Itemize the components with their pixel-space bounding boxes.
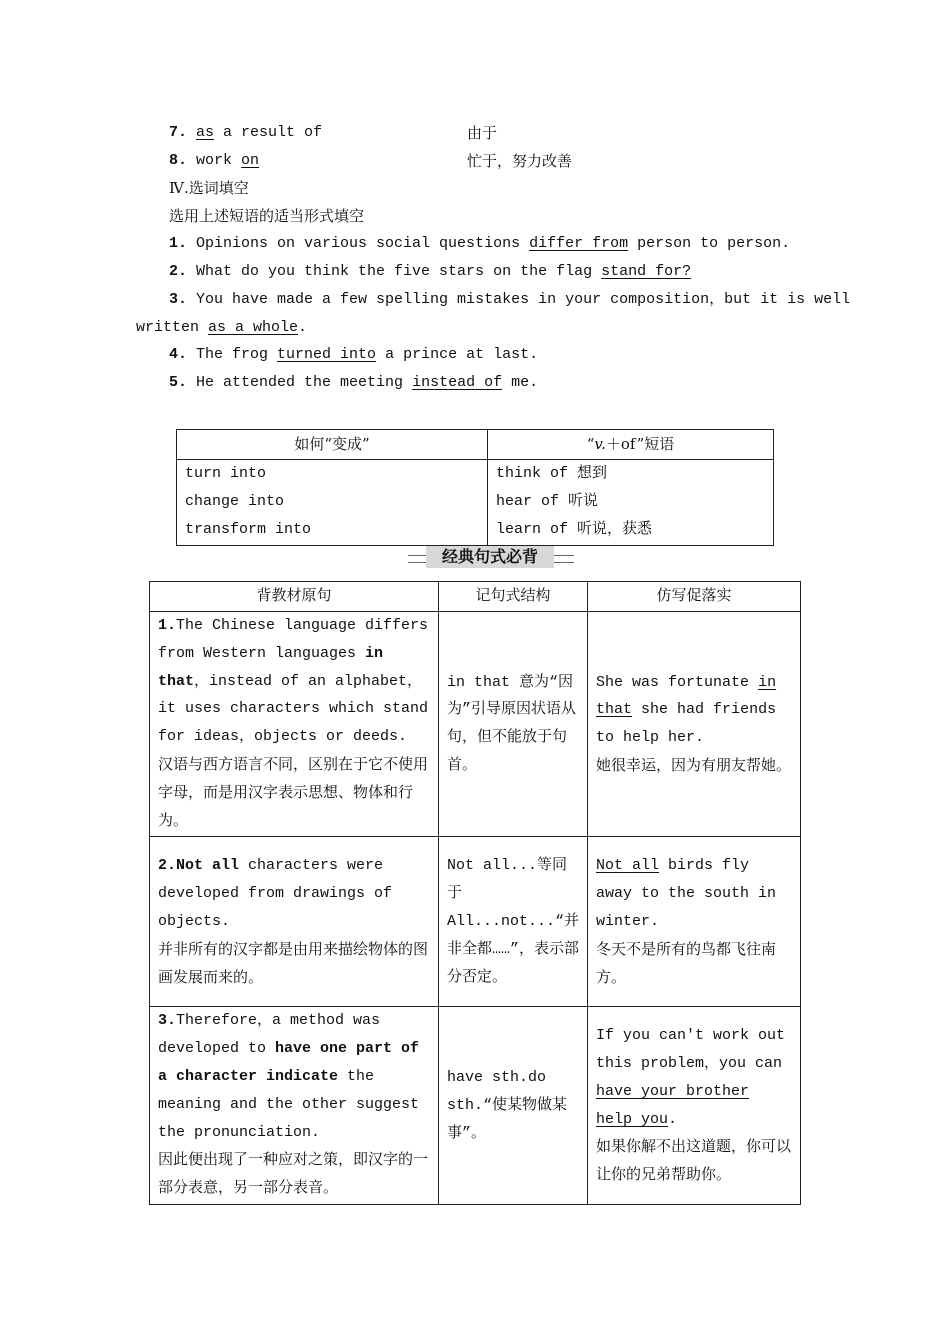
table-row xyxy=(150,1007,801,1205)
answer-blank: instead of xyxy=(412,374,503,391)
original-sentence: 1.The Chinese language differs from Western languages in that，instead of an alphabet，it uses characters which stand for ideas，objects or deeds. 汉语与西方语言不同，区别在于它不使用字母，而是用汉字表示思想、物体和行为。 xyxy=(150,612,439,837)
fill-sentence-4: 4. The frog turned into a prince at last. xyxy=(169,346,539,363)
fill-sentence-2: 2. What do you think the five stars on the flag stand for? xyxy=(169,263,692,280)
phrase-8-meaning: 忙于，努力改善 xyxy=(467,152,573,170)
fill-sentence-1: 1. Opinions on various social questions differ from person to person. xyxy=(169,235,791,252)
structure-note: in that 意为“因为”引导原因状语从句，但不能放于句首。 xyxy=(439,612,588,837)
original-sentence: 2.Not all characters were developed from drawings of objects. 并非所有的汉字都是由用来描绘物体的图画发展而来的。 xyxy=(150,837,439,1007)
phrase-7-meaning: 由于 xyxy=(467,124,498,142)
answer-blank: on xyxy=(241,152,260,169)
answer-blank: in that xyxy=(596,673,777,719)
list-item: transform into xyxy=(185,520,312,538)
fill-sentence-3: 3. You have made a few spelling mistakes in your composition，but it is well xyxy=(169,291,851,308)
section-title: Ⅳ.选词填空 xyxy=(169,179,249,197)
table-header: 仿写促落实 xyxy=(588,582,801,612)
answer-blank: have your brother help you xyxy=(596,1082,750,1128)
list-item: turn into xyxy=(185,465,267,482)
translation: 并非所有的汉字都是由用来描绘物体的图画发展而来的。 xyxy=(158,939,429,986)
phrase-7: 7. as a result of xyxy=(169,124,323,141)
phrase-8: 8. work on xyxy=(169,152,260,169)
table-cell xyxy=(488,460,774,546)
answer-blank: as a whole xyxy=(208,319,299,336)
phrase-comparison-table xyxy=(176,429,774,546)
answer-blank: differ from xyxy=(529,235,629,252)
fill-sentence-5: 5. He attended the meeting instead of me. xyxy=(169,374,539,391)
table-row xyxy=(150,837,801,1007)
structure-note: have sth.do sth.“使某物做某事”。 xyxy=(439,1007,588,1205)
list-item: learn of 听说，获悉 xyxy=(496,520,653,538)
instruction: 选用上述短语的适当形式填空 xyxy=(169,207,365,225)
banner-rule-left xyxy=(408,555,426,563)
banner-rule-right xyxy=(554,555,574,563)
translation: 因此便出现了一种应对之策，即汉字的一部分表意，另一部分表音。 xyxy=(158,1150,429,1197)
fill-sentence-3-continued: written as a whole. xyxy=(136,319,308,336)
answer-blank: as xyxy=(196,124,215,141)
list-item: change into xyxy=(185,492,285,510)
answer-blank: Not all xyxy=(596,857,660,875)
structure-note: Not all...等同于All...not...“并非全都……”，表示部分否定。 xyxy=(439,837,588,1007)
list-item: think of 想到 xyxy=(496,465,608,482)
original-sentence: 3.Therefore，a method was developed to have one part of a character indicate the meaning and the other suggest the pronunciation. 因此便出现了一种应对之策，即汉字的一部分表意，另一部分表音。 xyxy=(150,1007,439,1205)
practice-sentence: She was fortunate in that she had friends to help her. 她很幸运，因为有朋友帮她。 xyxy=(588,612,801,837)
answer-blank: stand for? xyxy=(601,263,692,280)
practice-sentence: Not all birds fly away to the south in winter. 冬天不是所有的鸟都飞往南方。 xyxy=(588,837,801,1007)
table-header: “v.＋of”短语 xyxy=(488,430,774,460)
practice-sentence: If you can't work out this problem，you can have your brother help you. 如果你解不出这道题，你可以让你的兄弟帮助你。 xyxy=(588,1007,801,1205)
banner-title: 经典句式必背 xyxy=(426,546,554,568)
list-item: hear of 听说 xyxy=(496,492,599,510)
translation: 如果你解不出这道题，你可以让你的兄弟帮助你。 xyxy=(596,1137,792,1184)
answer-blank: turned into xyxy=(277,346,377,363)
sentence-table xyxy=(149,581,801,1205)
translation: 她很幸运，因为有朋友帮她。 xyxy=(596,755,792,774)
table-header: 背教材原句 xyxy=(150,582,439,612)
table-header: 记句式结构 xyxy=(439,582,588,612)
section-banner xyxy=(408,546,574,570)
table-header: 如何“变成” xyxy=(177,430,488,460)
translation: 冬天不是所有的鸟都飞往南方。 xyxy=(596,939,777,986)
table-row xyxy=(150,612,801,837)
translation: 汉语与西方语言不同，区别在于它不使用字母，而是用汉字表示思想、物体和行为。 xyxy=(158,754,429,829)
table-cell xyxy=(177,460,488,546)
